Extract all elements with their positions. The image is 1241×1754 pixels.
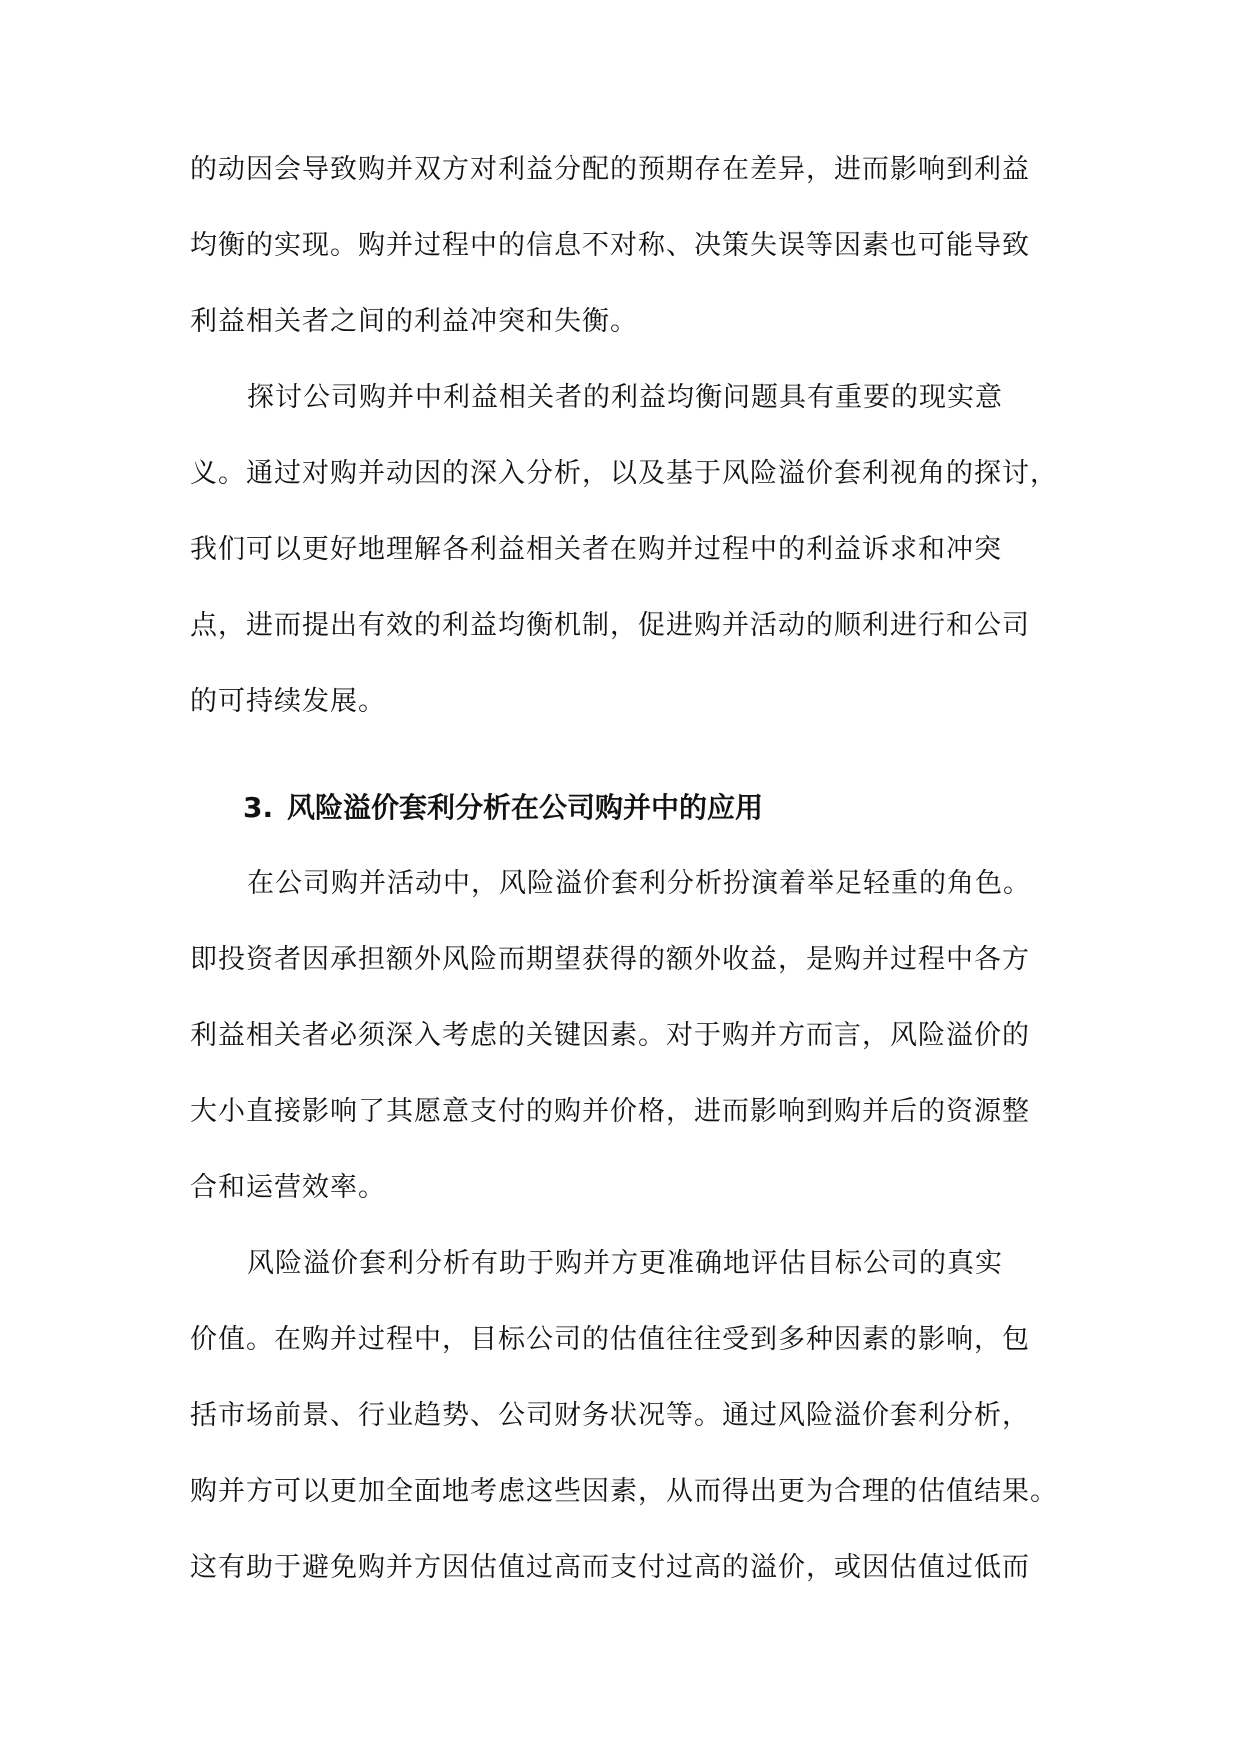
paragraph-line: 利益相关者之间的利益冲突和失衡。 (190, 306, 638, 337)
paragraph-line: 购并方可以更加全面地考虑这些因素，从而得出更为合理的估值结果。 (190, 1476, 1058, 1507)
paragraph-line: 即投资者因承担额外风险而期望获得的额外收益，是购并过程中各方 (190, 944, 1030, 975)
paragraph-line: 在公司购并活动中，风险溢价套利分析扮演着举足轻重的角色。 (247, 868, 1031, 899)
section-heading (243, 790, 763, 826)
paragraph-line: 探讨公司购并中利益相关者的利益均衡问题具有重要的现实意 (247, 382, 1003, 413)
paragraph-line: 均衡的实现。购并过程中的信息不对称、决策失误等因素也可能导致 (190, 230, 1030, 261)
paragraph-line: 括市场前景、行业趋势、公司财务状况等。通过风险溢价套利分析， (190, 1400, 1030, 1431)
paragraph-line: 义。通过对购并动因的深入分析，以及基于风险溢价套利视角的探讨， (190, 458, 1058, 489)
paragraph-line: 这有助于避免购并方因估值过高而支付过高的溢价，或因估值过低而 (190, 1552, 1030, 1583)
paragraph-line: 风险溢价套利分析有助于购并方更准确地评估目标公司的真实 (247, 1248, 1003, 1279)
paragraph-line: 点，进而提出有效的利益均衡机制，促进购并活动的顺利进行和公司 (190, 610, 1030, 641)
paragraph-line: 利益相关者必须深入考虑的关键因素。对于购并方而言，风险溢价的 (190, 1020, 1030, 1051)
paragraph-line: 的可持续发展。 (190, 686, 386, 717)
paragraph-line: 价值。在购并过程中，目标公司的估值往往受到多种因素的影响，包 (190, 1324, 1030, 1355)
paragraph-line: 合和运营效率。 (190, 1172, 386, 1203)
section-number: 3. (243, 791, 274, 824)
paragraph-line: 我们可以更好地理解各利益相关者在购并过程中的利益诉求和冲突 (190, 534, 1002, 565)
section-title: 风险溢价套利分析在公司购并中的应用 (287, 791, 764, 824)
paragraph-line: 的动因会导致购并双方对利益分配的预期存在差异，进而影响到利益 (190, 154, 1030, 185)
paragraph-line: 大小直接影响了其愿意支付的购并价格，进而影响到购并后的资源整 (190, 1096, 1030, 1127)
